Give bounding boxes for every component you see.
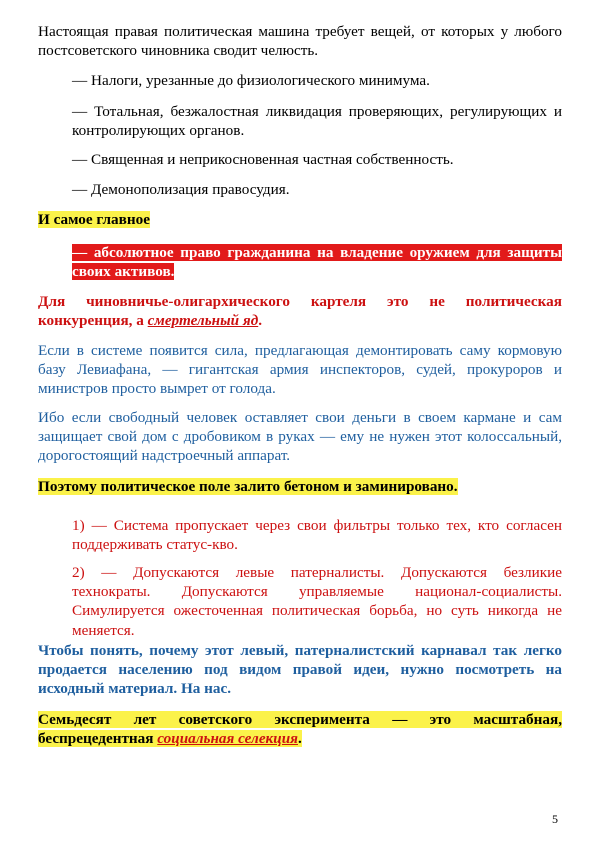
carnival-paragraph: Чтобы понять, почему этот левый, патерналистский карнавал так легко продается населению под видом правой идеи, нужно посмотреть на исходный материал. На нас. [38,642,562,698]
leviathan-paragraph: Если в системе появится сила, предлагающая демонтировать саму кормовую базу Левиафана, — гигантская армия инспекторов, судей, прокуроров и министров просто вымрет от голода. [38,342,562,398]
cartel-end: . [258,312,263,330]
page-number: 5 [552,812,558,826]
political-field-text: Поэтому политическое поле залито бетоном и заминировано. [38,478,458,495]
list-item-justice: — Демонополизация правосудия. [72,181,290,198]
final-term: социальная селекция [157,730,298,748]
list-item-liquidation: — Тотальная, безжалостная ликвидация проверяющих, регулирующих и контролирующих органов. [72,103,562,140]
free-man-paragraph: Ибо если свободный человек оставляет свои деньги в своем кармане и сам защищает свой дом с дробовиком в руках — ему не нужен этот колоссальный, дорогостоящий надстроечный аппарат. [38,409,562,465]
final-end: . [297,730,302,748]
cartel-paragraph [38,292,562,330]
main-heading [38,210,562,229]
cartel-term: смертельный яд [147,312,259,330]
final-paragraph [38,710,562,748]
point-two: 2) — Допускаются левые патерналисты. Допускаются безликие технократы. Допускаются управляемые национал-социалисты. Симулируется ожесточенная политическая борьба, но суть никогда не меняется. [72,564,562,639]
final-text: Семьдесят лет советского эксперимента — это масштабная, беспрецедентная [38,711,562,748]
main-item-text: — абсолютное право гражданина на владение оружием для защиты своих активов. [72,244,562,281]
intro-paragraph: Настоящая правая политическая машина требует вещей, от которых у любого постсоветского чиновника сводит челюсть. [38,23,562,60]
cartel-text: Для чиновничье-олигархического картеля это не политическая конкуренция, а [38,293,562,330]
point-one: 1) — Система пропускает через свои фильтры только тех, кто согласен поддерживать статус-кво. [72,517,562,554]
political-field-heading [38,477,562,496]
list-item-property: — Священная и неприкосновенная частная собственность. [72,151,454,168]
main-heading-text: И самое главное [38,211,150,228]
main-item [72,243,562,281]
list-item-taxes: — Налоги, урезанные до физиологического минимума. [72,72,430,89]
